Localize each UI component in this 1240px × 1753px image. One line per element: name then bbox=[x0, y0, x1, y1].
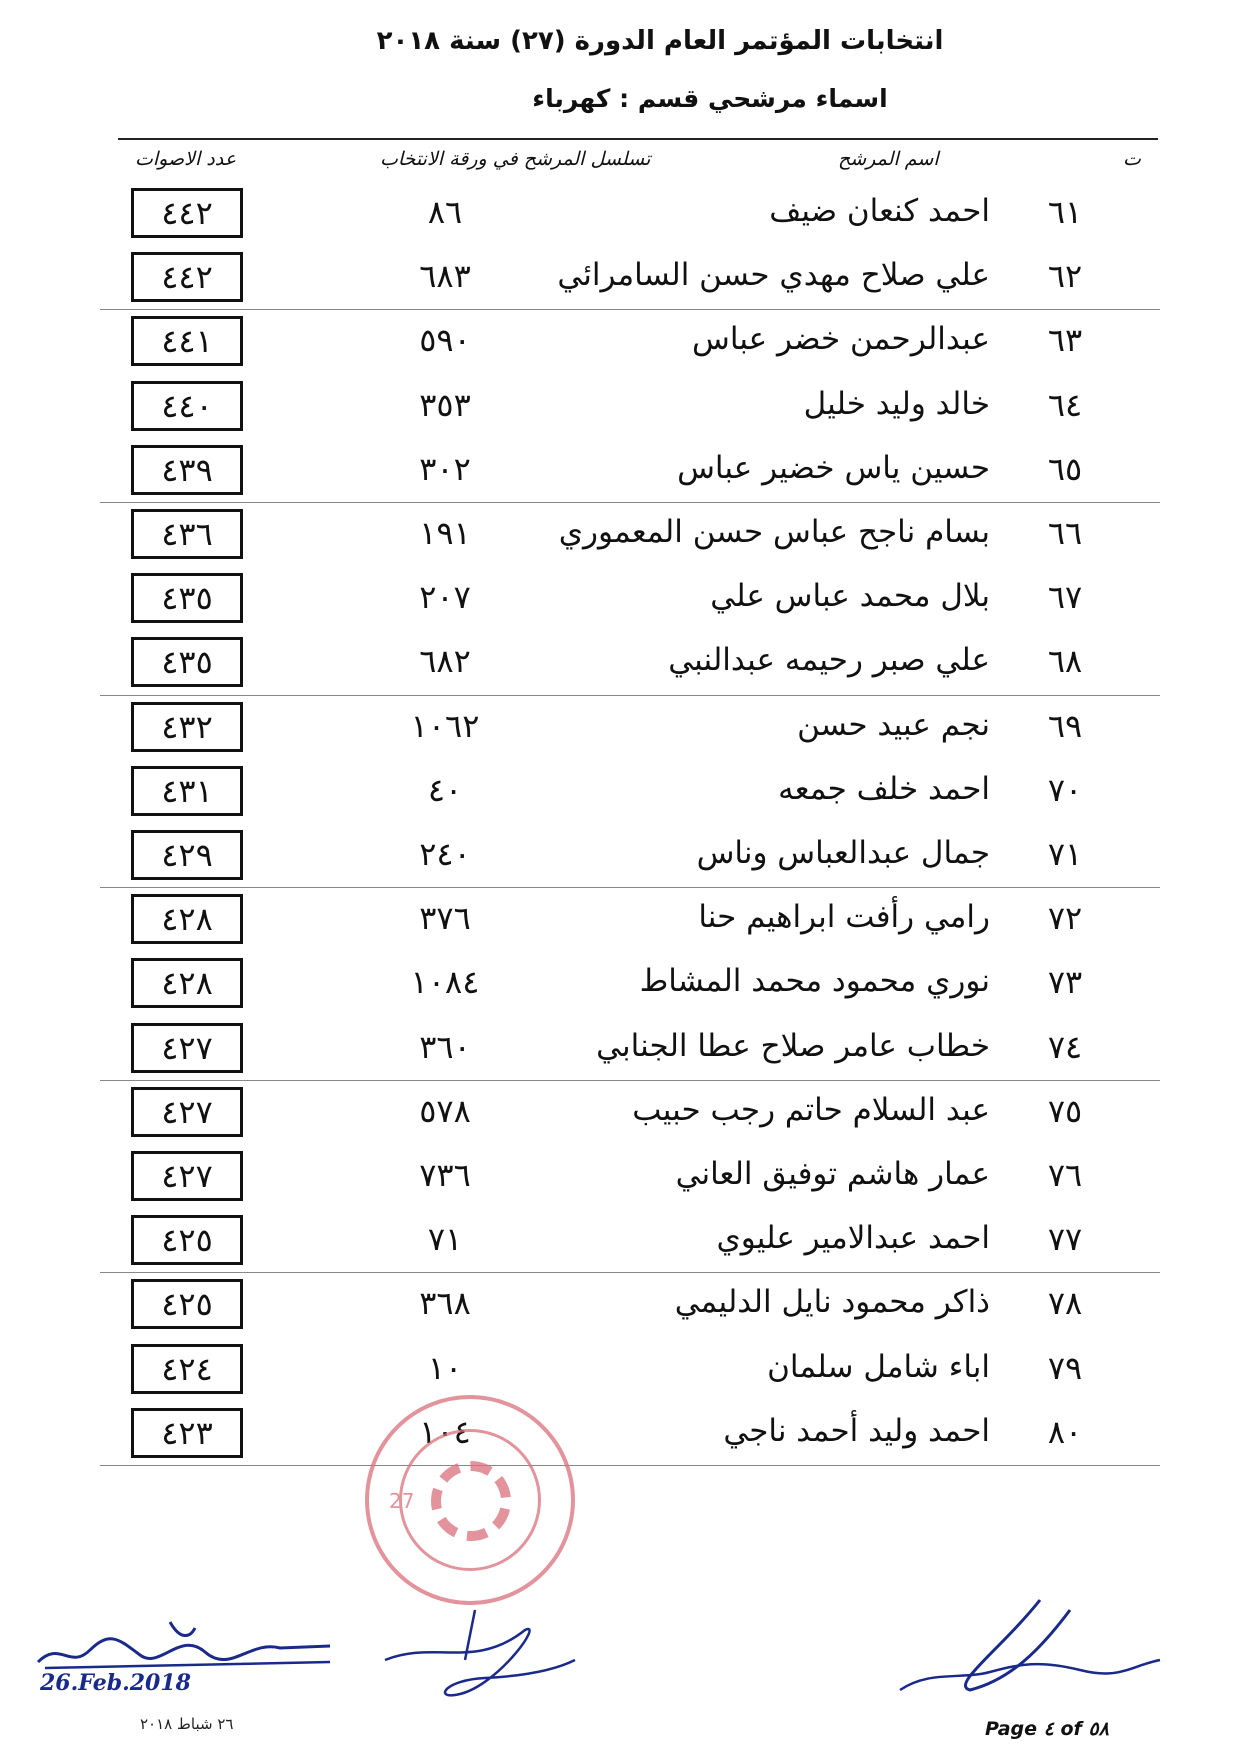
votes-count: ٤٢٨ bbox=[131, 894, 243, 944]
votes-count: ٤٤١ bbox=[131, 316, 243, 366]
votes-count: ٤٣١ bbox=[131, 766, 243, 816]
ballot-sequence: ٥٧٨ bbox=[419, 1091, 471, 1130]
table-row bbox=[0, 633, 1240, 697]
printed-date: ٢٦ شباط ٢٠١٨ bbox=[140, 1715, 234, 1733]
candidate-name: احمد عبدالامير عليوي bbox=[716, 1220, 990, 1257]
votes-count: ٤٢٧ bbox=[131, 1087, 243, 1137]
votes-count: ٤٤٠ bbox=[131, 381, 243, 431]
table-row bbox=[0, 248, 1240, 312]
signature-middle bbox=[375, 1600, 595, 1710]
row-number: ٧٧ bbox=[1047, 1220, 1083, 1259]
candidate-name: حسين ياس خضير عباس bbox=[677, 449, 990, 486]
row-separator bbox=[100, 695, 1160, 696]
table-row bbox=[0, 890, 1240, 954]
header-number: ت bbox=[1123, 148, 1141, 170]
row-number: ٨٠ bbox=[1047, 1412, 1083, 1451]
votes-count: ٤٣٥ bbox=[131, 637, 243, 687]
page-number: Page ٤ of ٥٨ bbox=[985, 1718, 1109, 1740]
votes-count: ٤٤٢ bbox=[131, 188, 243, 238]
candidate-name: احمد وليد أحمد ناجي bbox=[723, 1412, 990, 1449]
row-number: ٦٩ bbox=[1047, 706, 1083, 745]
row-separator bbox=[100, 887, 1160, 888]
official-stamp bbox=[365, 1395, 575, 1605]
row-number: ٧١ bbox=[1047, 835, 1083, 873]
ballot-sequence: ٣٠٢ bbox=[419, 449, 471, 488]
row-number: ٧٥ bbox=[1047, 1091, 1083, 1130]
candidate-name: نوري محمود محمد المشاط bbox=[639, 963, 990, 1000]
table-row bbox=[0, 1404, 1240, 1468]
votes-count: ٤٣٩ bbox=[131, 445, 243, 495]
table-row bbox=[0, 312, 1240, 376]
table-row bbox=[0, 184, 1240, 248]
ballot-sequence: ٦٨٣ bbox=[419, 257, 471, 296]
header-name: اسم المرشح bbox=[838, 148, 939, 170]
row-number: ٧٤ bbox=[1047, 1027, 1083, 1066]
row-number: ٧٢ bbox=[1047, 899, 1083, 938]
row-number: ٦٥ bbox=[1047, 449, 1083, 488]
votes-count: ٤٣٦ bbox=[131, 509, 243, 559]
table-row bbox=[0, 1211, 1240, 1275]
ballot-sequence: ٥٩٠ bbox=[419, 321, 471, 360]
row-number: ٧٨ bbox=[1047, 1284, 1083, 1323]
row-number: ٧٩ bbox=[1047, 1348, 1083, 1387]
ballot-sequence: ١٠٤ bbox=[419, 1412, 471, 1451]
row-number: ٧٣ bbox=[1047, 963, 1083, 1002]
table-header bbox=[118, 148, 1158, 182]
gear-icon bbox=[431, 1461, 511, 1541]
ballot-sequence: ١٠ bbox=[427, 1348, 463, 1387]
table-row bbox=[0, 1083, 1240, 1147]
ballot-sequence: ١٠٦٢ bbox=[410, 706, 480, 745]
votes-count: ٤٢٧ bbox=[131, 1151, 243, 1201]
table-row bbox=[0, 377, 1240, 441]
document-title: انتخابات المؤتمر العام الدورة (٢٧) سنة ٢٠١٨ bbox=[376, 26, 944, 56]
votes-count: ٤٤٢ bbox=[131, 252, 243, 302]
candidate-name: علي صبر رحيمه عبدالنبي bbox=[668, 642, 990, 679]
candidate-name: عبدالرحمن خضر عباس bbox=[692, 321, 990, 358]
row-number: ٦٣ bbox=[1047, 321, 1083, 360]
votes-count: ٤٢٣ bbox=[131, 1408, 243, 1458]
row-number: ٦٧ bbox=[1047, 578, 1083, 617]
ballot-sequence: ١٩١ bbox=[419, 514, 471, 552]
candidate-name: احمد خلف جمعه bbox=[778, 770, 990, 807]
row-number: ٧٠ bbox=[1047, 770, 1083, 809]
candidate-name: رامي رأفت ابراهيم حنا bbox=[698, 899, 990, 936]
table-row bbox=[0, 1340, 1240, 1404]
header-votes: عدد الاصوات bbox=[135, 148, 237, 170]
candidate-name: عمار هاشم توفيق العاني bbox=[675, 1156, 990, 1192]
header-sequence: تسلسل المرشح في ورقة الانتخاب bbox=[380, 148, 651, 170]
ballot-sequence: ٢٠٧ bbox=[419, 578, 471, 617]
candidate-name: عبد السلام حاتم رجب حبيب bbox=[632, 1091, 990, 1128]
candidate-name: جمال عبدالعباس وناس bbox=[696, 835, 990, 871]
votes-count: ٤٣٥ bbox=[131, 573, 243, 623]
ballot-sequence: ٣٦٠ bbox=[419, 1027, 471, 1066]
stamp-number: 27 bbox=[389, 1489, 415, 1513]
ballot-sequence: ٧١ bbox=[427, 1220, 463, 1259]
ballot-sequence: ٤٠ bbox=[427, 770, 463, 809]
table-row bbox=[0, 505, 1240, 569]
votes-count: ٤٣٢ bbox=[131, 702, 243, 752]
votes-count: ٤٢٩ bbox=[131, 830, 243, 880]
candidate-name: احمد كنعان ضيف bbox=[769, 193, 990, 229]
row-number: ٦٤ bbox=[1047, 385, 1083, 424]
row-separator bbox=[100, 502, 1160, 503]
candidate-name: ذاكر محمود نايل الدليمي bbox=[674, 1284, 990, 1321]
table-row bbox=[0, 1275, 1240, 1339]
candidate-name: نجم عبيد حسن bbox=[797, 706, 990, 743]
row-separator bbox=[100, 1272, 1160, 1273]
votes-count: ٤٢٥ bbox=[131, 1215, 243, 1265]
candidate-name: علي صلاح مهدي حسن السامرائي bbox=[557, 257, 990, 294]
ballot-sequence: ١٠٨٤ bbox=[410, 963, 480, 1002]
table-row bbox=[0, 762, 1240, 826]
ballot-sequence: ٣٦٨ bbox=[419, 1284, 471, 1323]
table-row bbox=[0, 826, 1240, 890]
candidate-name: اباء شامل سلمان bbox=[767, 1348, 990, 1385]
ballot-sequence: ٣٧٦ bbox=[419, 899, 471, 938]
table-row bbox=[0, 1019, 1240, 1083]
ballot-sequence: ٧٣٦ bbox=[419, 1156, 471, 1194]
row-number: ٦٢ bbox=[1047, 257, 1083, 296]
candidate-name: بلال محمد عباس علي bbox=[710, 578, 990, 615]
table-row bbox=[0, 441, 1240, 505]
ballot-sequence: ٣٥٣ bbox=[419, 385, 471, 424]
signature-right bbox=[890, 1590, 1170, 1710]
handwritten-date: 26.Feb.2018 bbox=[40, 1670, 191, 1696]
row-separator bbox=[100, 1080, 1160, 1081]
votes-count: ٤٢٧ bbox=[131, 1023, 243, 1073]
table-row bbox=[0, 1147, 1240, 1211]
row-separator bbox=[100, 1465, 1160, 1466]
candidate-name: خالد وليد خليل bbox=[803, 385, 990, 422]
ballot-sequence: ٦٨٢ bbox=[419, 642, 471, 681]
ballot-sequence: ٢٤٠ bbox=[419, 835, 471, 873]
document-subtitle: اسماء مرشحي قسم : كهرباء bbox=[532, 84, 888, 113]
row-number: ٦١ bbox=[1047, 193, 1083, 231]
table-row bbox=[0, 569, 1240, 633]
table-row bbox=[0, 698, 1240, 762]
ballot-sequence: ٨٦ bbox=[427, 193, 463, 231]
votes-count: ٤٢٥ bbox=[131, 1279, 243, 1329]
row-number: ٧٦ bbox=[1047, 1156, 1083, 1194]
candidate-name: بسام ناجح عباس حسن المعموري bbox=[558, 514, 990, 550]
row-separator bbox=[100, 309, 1160, 310]
candidate-name: خطاب عامر صلاح عطا الجنابي bbox=[596, 1027, 990, 1064]
votes-count: ٤٢٨ bbox=[131, 958, 243, 1008]
table-row bbox=[0, 954, 1240, 1018]
votes-count: ٤٢٤ bbox=[131, 1344, 243, 1394]
row-number: ٦٦ bbox=[1047, 514, 1083, 552]
row-number: ٦٨ bbox=[1047, 642, 1083, 681]
header-rule bbox=[118, 138, 1158, 140]
